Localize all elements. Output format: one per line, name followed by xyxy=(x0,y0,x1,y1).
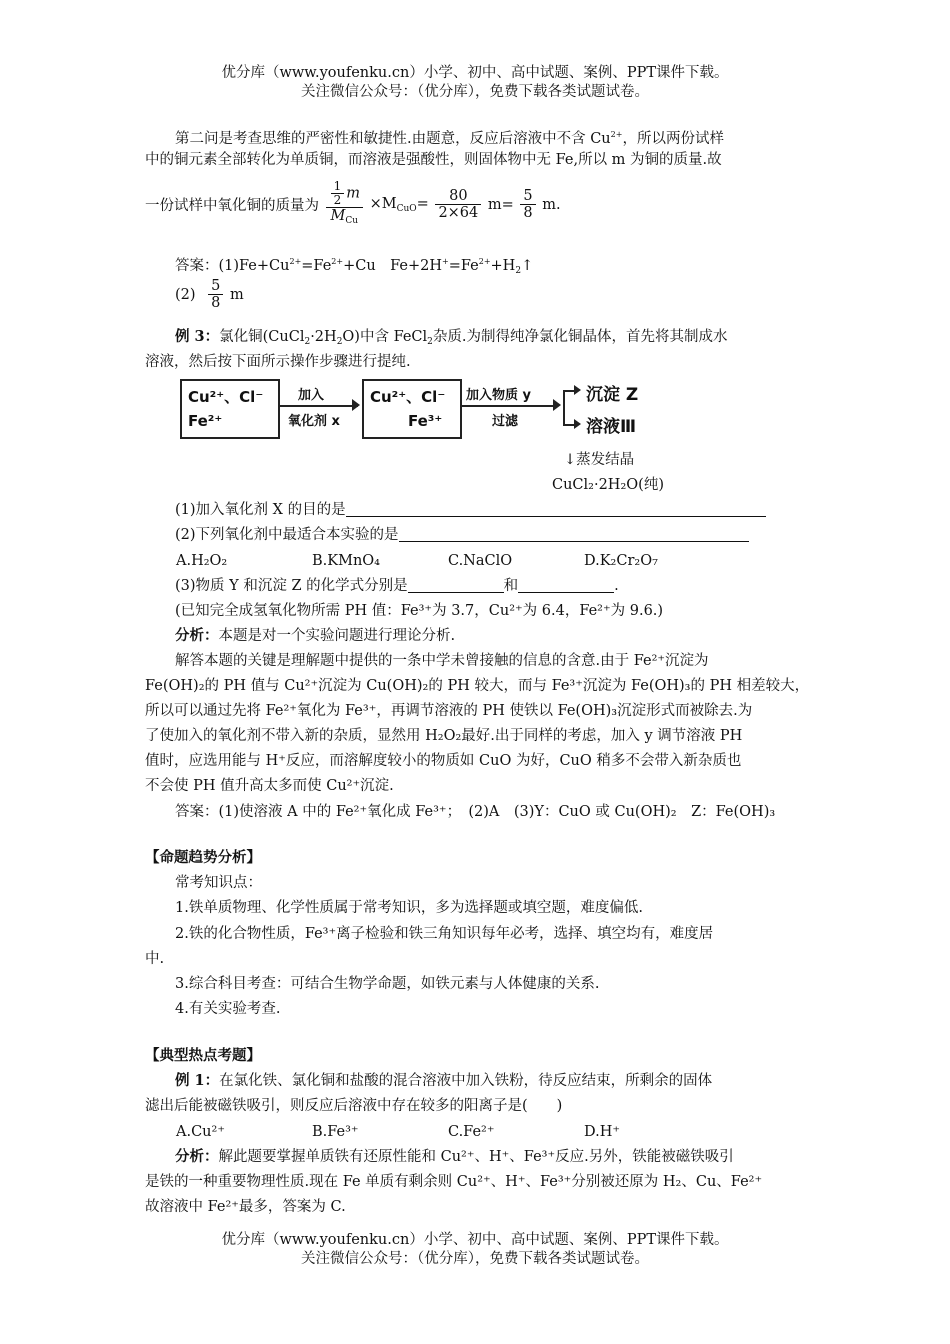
hot-analysis-line1: 分析：解此题要掌握单质铁有还原性能和 Cu²⁺、H⁺、Fe³⁺反应.另外，铁能被磁铁吸引 xyxy=(175,1148,734,1165)
question-2-options xyxy=(0,549,950,573)
answer-line-1: 答案：$(1)Fe+Cu^{2+}=Fe^{2+}+Cu$ $Fe+2H^+=Fe^{2+}+H_2↑$ xyxy=(175,257,534,276)
hot-option-c: C.Fe²⁺ xyxy=(448,1124,495,1140)
hot-option-a: A.Cu²⁺ xyxy=(176,1124,225,1140)
analysis-line7: 不会使 PH 值升高太多而使 Cu²⁺沉淀. xyxy=(145,778,394,794)
para1-line2: 中的铜元素全部转化为单质铜，而溶液是强酸性，则固体物中无 Fe,所以 m 为铜的质量.故 xyxy=(145,152,722,168)
flow-product: CuCl₂·2H₂O(纯) xyxy=(552,477,664,493)
trend-title: 【命题趋势分析】 xyxy=(145,849,261,866)
analysis-line3: Fe(OH)₂的 PH 值与 Cu²⁺沉淀为 Cu(OH)₂的 PH 较大，而与 Fe³⁺沉淀为 Fe(OH)₃的 PH 相差较大， xyxy=(145,678,810,694)
flow-box-middle: Cu²⁺、Cl⁻ Fe³⁺ xyxy=(362,379,462,439)
fraction-mass: $\frac{1}{2}$ m $M_{Cu}$ xyxy=(326,180,363,229)
footer-line-1: 优分库（www.youfenku.cn）小学、初中、高中试题、案例、PPT课件下载。 xyxy=(221,1232,729,1248)
hot-title: 【典型热点考题】 xyxy=(145,1047,261,1064)
flow-arrowhead-1 xyxy=(352,399,360,411)
trend-item-2-cont: 中. xyxy=(145,951,165,967)
q2-option-a: A.H₂O₂ xyxy=(176,553,228,569)
flow-output-precipitate: 沉淀 Z xyxy=(586,385,639,405)
analysis-answer: 答案：(1)使溶液 A 中的 Fe²⁺氧化成 Fe³⁺； (2)A (3)Y：CuO 或 Cu(OH)₂ Z：Fe(OH)₃ xyxy=(175,804,776,820)
trend-item-2: 2.铁的化合物性质，Fe³⁺离子检验和铁三角知识每年必考，选择、填空均有，难度居 xyxy=(175,926,714,942)
hot-options xyxy=(0,1120,950,1144)
footer-line-2: 关注微信公众号：（优分库），免费下载各类试题试卷。 xyxy=(301,1251,649,1267)
flow-arrow-1 xyxy=(280,405,358,407)
flow-arrow1-label-bottom: 氧化剂 x xyxy=(288,414,340,429)
fraction-5-8: $\frac{5}{8}$ xyxy=(520,188,535,221)
analysis-line2: 解答本题的关键是理解题中提供的一条中学未曾接触的信息的含意.由于 Fe²⁺沉淀为 xyxy=(175,653,709,669)
header-line-2: 关注微信公众号：（优分库），免费下载各类试题试卷。 xyxy=(301,84,649,100)
header-line-1: 优分库（www.youfenku.cn）小学、初中、高中试题、案例、PPT课件下载。 xyxy=(221,65,729,81)
flow-outputs xyxy=(582,378,658,436)
question-3: (3)物质 Y 和沉淀 Z 的化学式分别是 和 . xyxy=(175,578,619,594)
q2-option-d: D.K₂Cr₂O₇ xyxy=(584,553,658,569)
hot-analysis-line2: 是铁的一种重要物理性质.现在 Fe 单质有剩余则 Cu²⁺、H⁺、Fe³⁺分别被还原为 H₂、Cu、Fe²⁺ xyxy=(145,1174,763,1190)
trend-item-4: 4.有关实验考查. xyxy=(175,1001,281,1017)
hot-example-line1: 例 1：在氯化铁、氯化铜和盐酸的混合溶液中加入铁粉，待反应结束，所剩余的固体 xyxy=(175,1072,713,1089)
trend-subtitle: 常考知识点： xyxy=(175,875,262,891)
fraction-80-over-128: $\frac{80}{2\times 64}$ xyxy=(435,188,481,221)
example3-line2: 溶液，然后按下面所示操作步骤进行提纯. xyxy=(145,354,411,370)
hot-analysis-line3: 故溶液中 Fe²⁺最多，答案为 C. xyxy=(145,1199,346,1215)
flow-arrow2-label-bottom: 过滤 xyxy=(492,414,519,429)
flow-arrowhead-2 xyxy=(553,399,561,411)
example3-line1: 例 3：氯化铜$(CuCl_2\cdot 2H_2O)$中含 FeCl$_2$杂质.为制得纯净氯化铜晶体，首先将其制成水 xyxy=(175,328,728,347)
analysis-line5: 了使加入的氧化剂不带入新的杂质，显然用 H₂O₂最好.出于同样的考虑，加入 y 调节溶液 PH xyxy=(145,728,743,744)
ph-note: (已知完全成氢氧化物所需 PH 值：Fe³⁺为 3.7，Cu²⁺为 6.4，Fe²⁺为 9.6.) xyxy=(175,603,664,619)
flow-output-solution: 溶液Ⅲ xyxy=(586,417,637,437)
para1-formula-line: 一份试样中氧化铜的质量为 $\frac{1}{2}$ m $M_{Cu}$ $\times M_{CuO}=$ $\frac{80}{2\times 64}$ m= $\frac{5}{8}$ m. xyxy=(145,180,810,240)
question-1: (1)加入氧化剂 X 的目的是 xyxy=(175,498,840,522)
para1-line1: 第二问是考查思维的严密性和敏捷性.由题意，反应后溶液中不含 $Cu^{2+}$，所以两份试样 xyxy=(175,130,724,147)
analysis-line4: 所以可以通过先将 Fe²⁺氧化为 Fe³⁺，再调节溶液的 PH 使铁以 Fe(OH)₃沉淀形式而被除去.为 xyxy=(145,703,753,719)
flow-arrow1-label-top: 加入 xyxy=(298,388,325,403)
q2-option-c: C.NaClO xyxy=(448,553,513,569)
flow-evaporation: ↓蒸发结晶 xyxy=(564,452,635,468)
trend-item-1: 1.铁单质物理、化学性质属于常考知识，多为选择题或填空题，难度偏低. xyxy=(175,900,643,916)
answer-line-2: (2) $\frac{5}{8}$ m xyxy=(175,278,244,311)
flow-arrow-2 xyxy=(462,405,558,407)
hot-option-d: D.H⁺ xyxy=(584,1124,621,1140)
flow-branch xyxy=(563,390,565,426)
trend-item-3: 3.综合科目考查：可结合生物学命题，如铁元素与人体健康的关系. xyxy=(175,976,600,992)
question-2: (2)下列氧化剂中最适合本实验的是 xyxy=(175,523,840,547)
flow-box-start: Cu²⁺、Cl⁻ Fe²⁺ xyxy=(180,379,280,439)
analysis-line6: 值时，应选用能与 H⁺反应，而溶解度较小的物质如 CuO 为好，CuO 稍多不会带入新杂质也 xyxy=(145,753,742,769)
flow-arrow2-label-top: 加入物质 y xyxy=(466,388,532,403)
q2-option-b: B.KMnO₄ xyxy=(312,553,380,569)
hot-option-b: B.Fe³⁺ xyxy=(312,1124,359,1140)
analysis-line1: 分析：本题是对一个实验问题进行理论分析. xyxy=(175,627,456,644)
hot-example-line2: 滤出后能被磁铁吸引，则反应后溶液中存在较多的阳离子是( ) xyxy=(145,1098,563,1114)
